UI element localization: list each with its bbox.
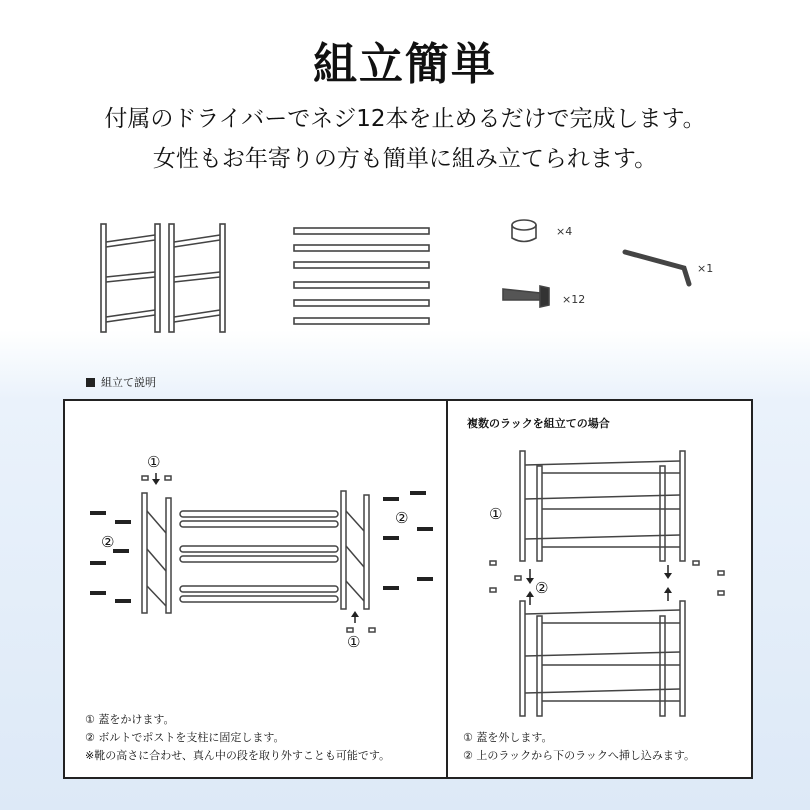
parts-drawing (0, 200, 810, 350)
stacking-diagram (450, 401, 750, 701)
parts-illustration (0, 200, 810, 350)
bars (294, 228, 429, 324)
side-frame-2 (169, 224, 225, 332)
stack-step-two-marker: ② (535, 579, 549, 597)
instruction-panel (63, 399, 753, 779)
wrench-quantity: ×1 (697, 262, 714, 275)
screw-icon (503, 286, 549, 307)
side-frame-1 (101, 224, 160, 332)
cap-icon (512, 220, 536, 242)
left-note-2: ② ボルトでポストを支柱に固定します。 (85, 731, 285, 744)
left-note-1: ① 蓋をかけます。 (85, 713, 175, 726)
step-one-marker-top: ① (147, 453, 161, 471)
wrench-icon (625, 252, 689, 284)
caps-quantity: ×4 (556, 225, 573, 238)
description-line-1: 付属のドライバーでネジ12本を止めるだけで完成します。 (104, 106, 706, 132)
step-two-marker-right: ② (395, 509, 409, 527)
right-note-1: ① 蓋を外します。 (463, 731, 553, 744)
square-bullet-icon (86, 378, 95, 387)
assembly-diagram (65, 401, 445, 701)
multi-rack-title: 複数のラックを組立ての場合 (467, 417, 610, 430)
description-line-2: 女性もお年寄りの方も簡単に組み立てられます。 (152, 146, 658, 172)
panel-divider (446, 401, 448, 777)
stack-step-one-marker: ① (489, 505, 503, 523)
left-note-3: ※靴の高さに合わせ、真ん中の段を取り外すことも可能です。 (85, 749, 391, 762)
screws-quantity: ×12 (562, 293, 586, 306)
section-heading (86, 374, 156, 390)
section-title: 組立て説明 (101, 376, 156, 389)
step-two-marker-left: ② (101, 533, 115, 551)
right-note-2: ② 上のラックから下のラックへ挿し込みます。 (463, 749, 696, 762)
step-one-marker-bottom: ① (347, 633, 361, 651)
page-title: 組立簡単 (313, 39, 497, 90)
